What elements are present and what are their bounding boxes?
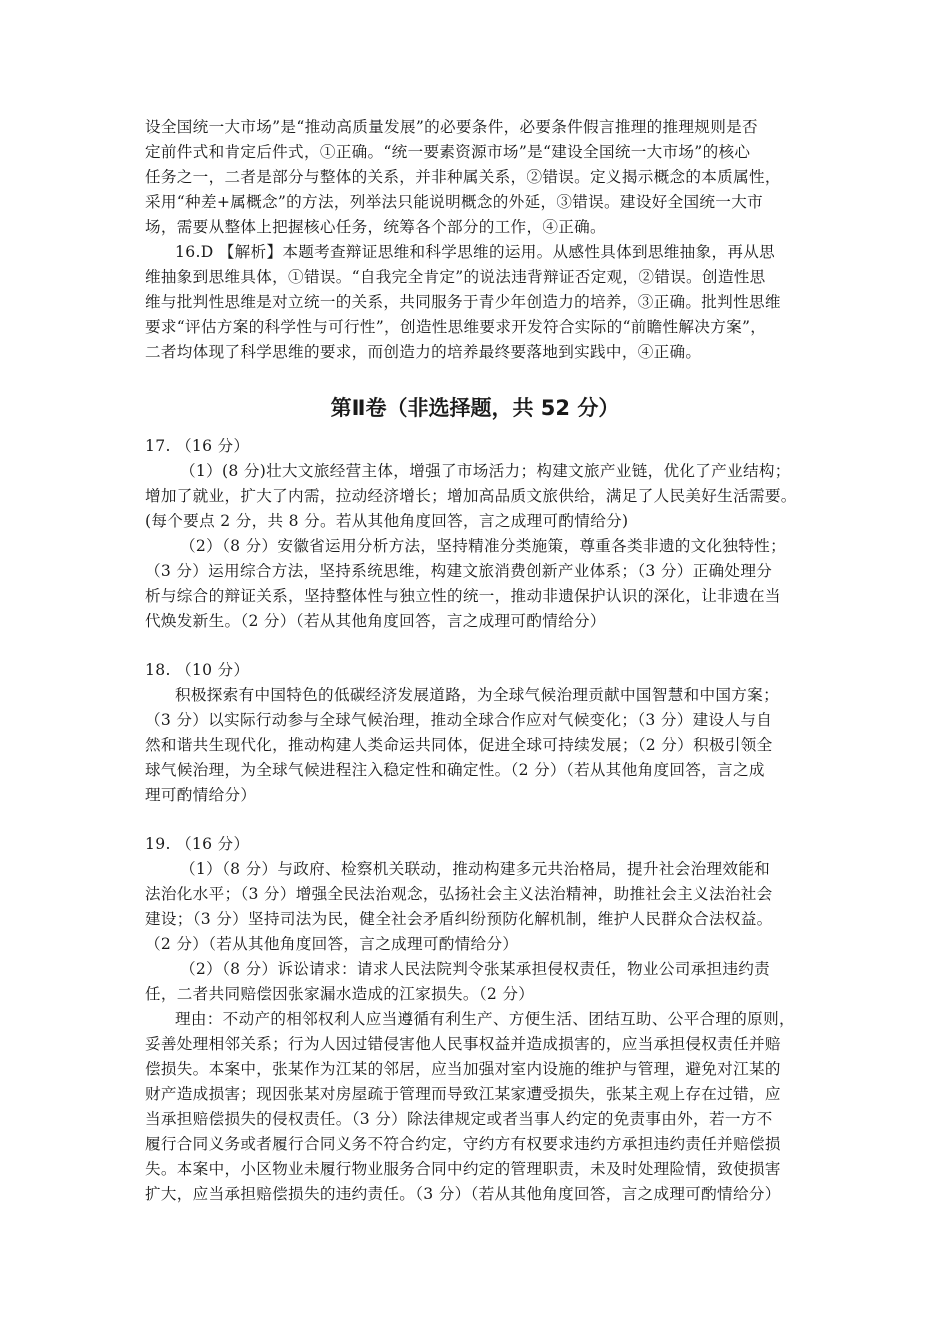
text-line: 定前件式和肯定后件式，①正确。“统一要素资源市场”是“建设全国统一大市场”的核心	[145, 143, 751, 161]
q19-number: 19. （16 分）	[145, 835, 250, 853]
text-line: （1）(8 分)壮大文旅经营主体，增强了市场活力；构建文旅产业链，优化了产业结构；	[180, 462, 791, 480]
text-line: 任务之一，二者是部分与整体的关系，并非种属关系，②错误。定义揭示概念的本质属性，	[145, 168, 781, 186]
q16-answer-line: 16.D 【解析】本题考查辩证思维和科学思维的运用。从感性具体到思维抽象，再从思	[175, 243, 776, 261]
text-line: 析与综合的辩证关系，坚持整体性与独立性的统一，推动非遗保护认识的深化，让非遗在当	[145, 587, 781, 605]
text-line: 球气候治理，为全球气候进程注入稳定性和确定性。（2 分）（若从其他角度回答，言之成	[145, 761, 765, 779]
text-line: 妥善处理相邻关系；行为人因过错侵害他人民事权益并造成损害的，应当承担侵权责任并赔	[145, 1035, 781, 1053]
text-line: 履行合同义务或者履行合同义务不符合约定，守约方有权要求违约方承担违约责任并赔偿损	[145, 1135, 781, 1153]
text-line: （2）（8 分）诉讼请求：请求人民法院判令张某承担侵权责任，物业公司承担违约责	[180, 960, 771, 978]
section-heading: 第Ⅱ卷（非选择题，共 52 分）	[330, 396, 620, 420]
text-line: 二者均体现了科学思维的要求，而创造力的培养最终要落地到实践中，④正确。	[145, 343, 702, 361]
text-line: 积极探索有中国特色的低碳经济发展道路，为全球气候治理贡献中国智慧和中国方案；	[175, 686, 779, 704]
text-line: 维抽象到思维具体，①错误。“自我完全肯定”的说法违背辩证否定观，②错误。创造性思	[145, 268, 766, 286]
text-line: 失。本案中，小区物业未履行物业服务合同中约定的管理职责，未及时处理险情，致使损害	[145, 1160, 781, 1178]
q17-number: 17. （16 分）	[145, 437, 250, 455]
text-line: 法治化水平；（3 分）增强全民法治观念，弘扬社会主义法治精神，助推社会主义法治社会	[145, 885, 773, 903]
text-line: （3 分）以实际行动参与全球气候治理，推动全球合作应对气候变化；（3 分）建设人与自	[145, 711, 773, 729]
text-line: 偿损失。本案中，张某作为江某的邻居，应当加强对室内设施的维护与管理，避免对江某的	[145, 1060, 781, 1078]
text-line: 建设；（3 分）坚持司法为民，健全社会矛盾纠纷预防化解机制，维护人民群众合法权益。	[145, 910, 773, 928]
text-line: 场，需要从整体上把握核心任务，统筹各个部分的工作，④正确。	[145, 218, 606, 236]
text-line: 代焕发新生。（2 分）（若从其他角度回答，言之成理可酌情给分）	[145, 612, 606, 630]
text-line: 任，二者共同赔偿因张家漏水造成的江家损失。（2 分）	[145, 985, 535, 1003]
text-line: 当承担赔偿损失的侵权责任。（3 分）除法律规定或者当事人约定的免责事由外，若一方不	[145, 1110, 773, 1128]
text-line: 然和谐共生现代化，推动构建人类命运共同体，促进全球可持续发展；（2 分）积极引领全	[145, 736, 773, 754]
text-line: 设全国统一大市场”是“推动高质量发展”的必要条件，必要条件假言推理的推理规则是否	[145, 118, 758, 136]
text-line: 理可酌情给分）	[145, 786, 257, 804]
text-line: 增加了就业，扩大了内需，拉动经济增长；增加高品质文旅供给，满足了人民美好生活需要。	[145, 487, 797, 505]
text-line: （2）（8 分）安徽省运用分析方法，坚持精准分类施策，尊重各类非遗的文化独特性；	[180, 537, 786, 555]
text-line: 扩大，应当承担赔偿损失的违约责任。（3 分）（若从其他角度回答，言之成理可酌情给分）	[145, 1185, 781, 1203]
text-line: (每个要点 2 分，共 8 分。若从其他角度回答，言之成理可酌情给分)	[145, 512, 629, 530]
q18-number: 18. （10 分）	[145, 661, 250, 679]
text-line: 采用“种差+属概念”的方法，列举法只能说明概念的外延，③错误。建设好全国统一大市	[145, 193, 763, 211]
text-line: （1）（8 分）与政府、检察机关联动，推动构建多元共治格局，提升社会治理效能和	[180, 860, 771, 878]
text-line: （3 分）运用综合方法，坚持系统思维，构建文旅消费创新产业体系；（3 分）正确处理分	[145, 562, 773, 580]
text-line: （2 分）（若从其他角度回答，言之成理可酌情给分）	[145, 935, 519, 953]
text-line: 要求“评估方案的科学性与可行性”，创造性思维要求开发符合实际的“前瞻性解决方案”，	[145, 318, 767, 336]
text-line: 理由：不动产的相邻权利人应当遵循有利生产、方便生活、团结互助、公平合理的原则，	[175, 1010, 795, 1028]
text-line: 维与批判性思维是对立统一的关系，共同服务于青少年创造力的培养，③正确。批判性思维	[145, 293, 781, 311]
text-line: 财产造成损害；现因张某对房屋疏于管理而导致江某家遭受损失，张某主观上存在过错，应	[145, 1085, 781, 1103]
